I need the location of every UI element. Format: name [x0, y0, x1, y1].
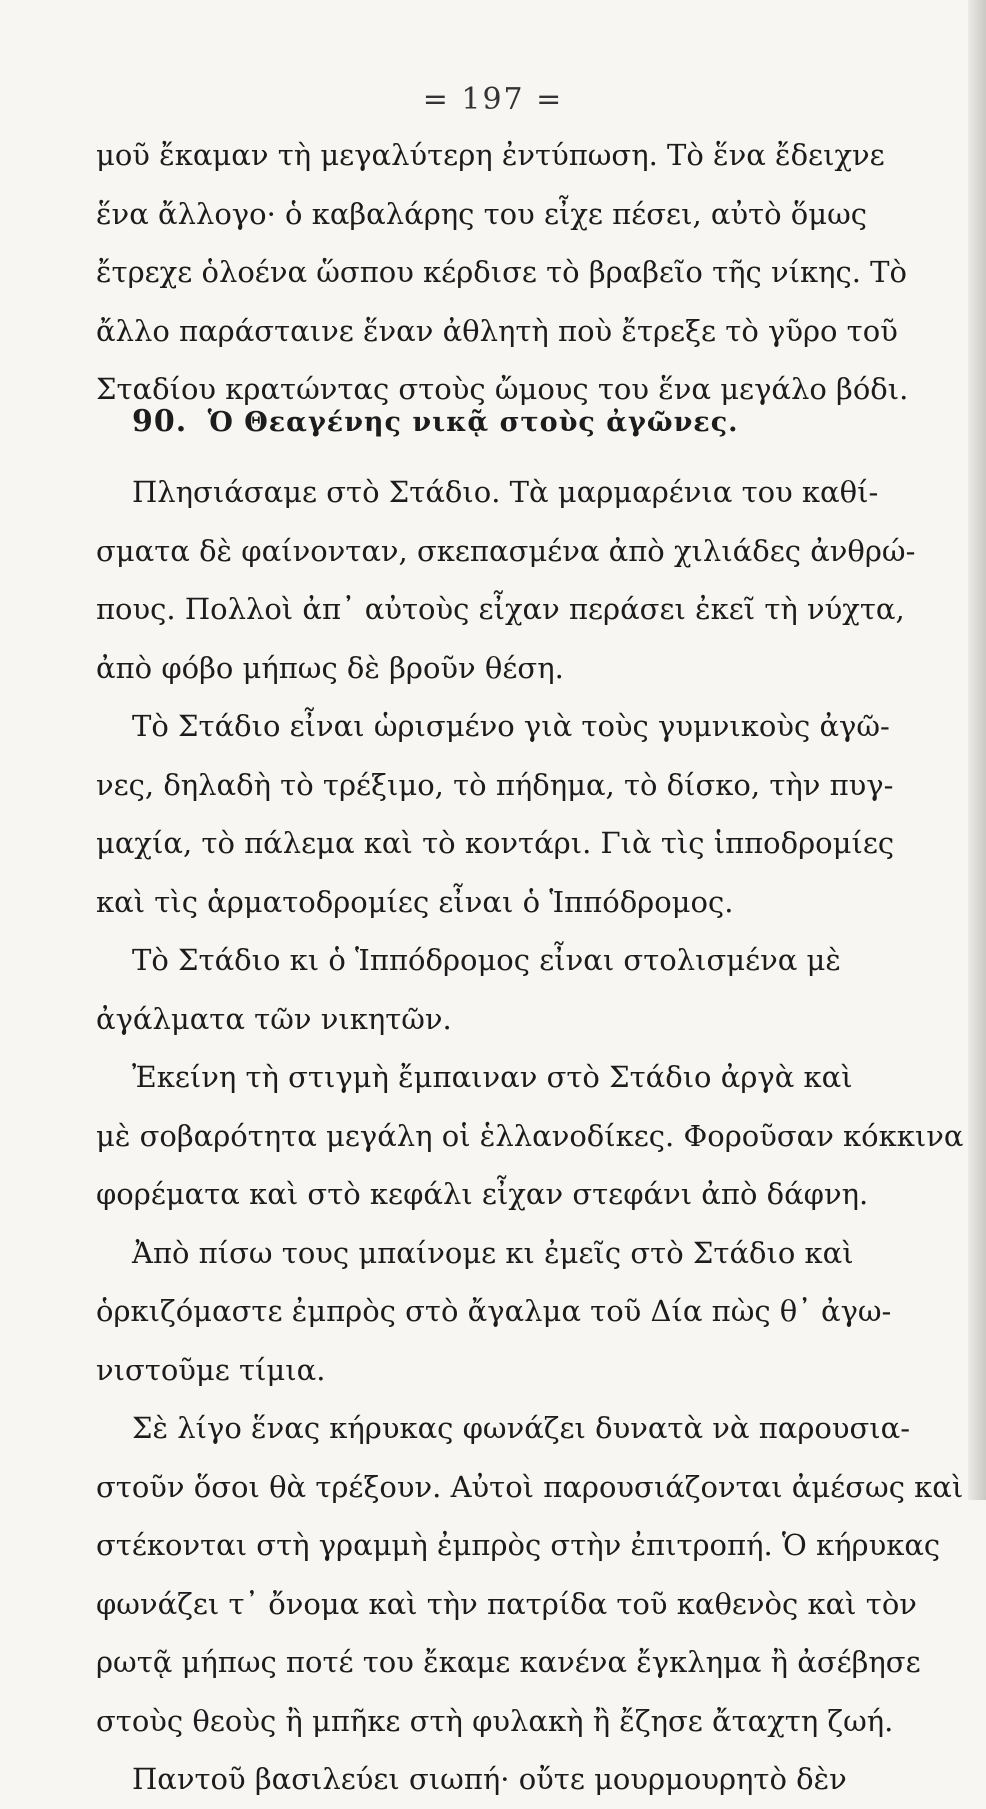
page-number: = 197 = [422, 82, 564, 117]
text-line: καὶ τὶς ἁρματοδρομίες εἶναι ὁ Ἱππόδρομος. [96, 884, 734, 919]
text-line: ἄλλο παράσταινε ἕναν ἀθλητὴ ποὺ ἔτρεξε τὸ γῦρο τοῦ [96, 313, 898, 348]
section-heading [132, 392, 792, 452]
text-line: Τὸ Στάδιο κι ὁ Ἱππόδρομος εἶναι στολισμένα μὲ [132, 943, 841, 977]
text-line: ἕνα ἄλλογο· ὁ καβαλάρης του εἶχε πέσει, αὐτὸ ὅμως [96, 196, 868, 231]
text-line: Σταδίου κρατώντας στοὺς ὤμους του ἕνα μεγάλο βόδι. [96, 372, 909, 406]
text-line: νιστοῦμε τίμια. [96, 1352, 326, 1387]
text-line: μαχία, τὸ πάλεμα καὶ τὸ κοντάρι. Γιὰ τὶς ἱπποδρομίες [96, 826, 895, 860]
body-text [96, 463, 964, 1809]
text-line: ὁρκιζόμαστε ἐμπρὸς στὸ ἄγαλμα τοῦ Δία πὼς θ᾽ ἀγω- [96, 1294, 892, 1328]
text-line: φωνάζει τ᾽ ὄνομα καὶ τὴν πατρίδα τοῦ καθενὸς καὶ τὸν [96, 1586, 917, 1621]
text-line: Τὸ Στάδιο εἶναι ὡρισμένο γιὰ τοὺς γυμνικοὺς ἀγῶ- [132, 709, 890, 743]
section-number: 90. [132, 404, 188, 439]
text-line: στοὺς θεοὺς ἢ μπῆκε στὴ φυλακὴ ἢ ἔζησε ἄταχτη ζωή. [96, 1703, 894, 1738]
text-line: μὲ σοβαρότητα μεγάλη οἱ ἑλλανοδίκες. Φοροῦσαν κόκκινα [96, 1118, 964, 1153]
text-line: φορέματα καὶ στὸ κεφάλι εἶχαν στεφάνι ἀπὸ δάφνη. [96, 1177, 869, 1211]
text-line: νες, δηλαδὴ τὸ τρέξιμο, τὸ πήδημα, τὸ δίσκο, τὴν πυγ- [96, 767, 894, 802]
text-line: Παντοῦ βασιλεύει σιωπή· οὔτε μουρμουρητὸ δὲν [132, 1762, 847, 1796]
section-title: Ὁ Θεαγένης νικᾷ στοὺς ἀγῶνες. [207, 407, 739, 438]
text-line: πους. Πολλοὶ ἀπ᾽ αὐτοὺς εἶχαν περάσει ἐκεῖ τὴ νύχτα, [96, 592, 905, 626]
text-line: ρωτᾷ μήπως ποτέ του ἔκαμε κανένα ἔγκλημα ἢ ἀσέβησε [96, 1645, 921, 1679]
text-line: στοῦν ὅσοι θὰ τρέξουν. Αὐτοὶ παρουσιάζονται ἀμέσως καὶ [96, 1469, 964, 1504]
text-line: Ἀπὸ πίσω τους μπαίνομε κι ἐμεῖς στὸ Στάδιο καὶ [132, 1235, 854, 1270]
text-line: μοῦ ἔκαμαν τὴ μεγαλύτερη ἐντύπωση. Τὸ ἕνα ἔδειχνε [96, 138, 885, 172]
page-gutter-shadow [968, 0, 986, 1500]
text-line: Σὲ λίγο ἕνας κήρυκας φωνάζει δυνατὰ νὰ παρουσια- [132, 1411, 911, 1445]
text-line: σματα δὲ φαίνονταν, σκεπασμένα ἀπὸ χιλιάδες ἀνθρώ- [96, 533, 916, 568]
text-line: Ἐκείνη τὴ στιγμὴ ἔμπαιναν στὸ Στάδιο ἀργὰ καὶ [132, 1060, 853, 1094]
text-line: ἀγάλματα τῶν νικητῶν. [96, 1001, 452, 1036]
text-line: στέκονται στὴ γραμμὴ ἐμπρὸς στὴν ἐπιτροπή. Ὁ κήρυκας [96, 1528, 941, 1562]
text-line: ἀπὸ φόβο μήπως δὲ βροῦν θέση. [96, 650, 564, 685]
text-line: Πλησιάσαμε στὸ Στάδιο. Τὰ μαρμαρένια του καθί- [132, 475, 879, 509]
text-line: ἔτρεχε ὁλοένα ὥσπου κέρδισε τὸ βραβεῖο τῆς νίκης. Τὸ [96, 255, 907, 289]
top-paragraph [96, 126, 909, 419]
